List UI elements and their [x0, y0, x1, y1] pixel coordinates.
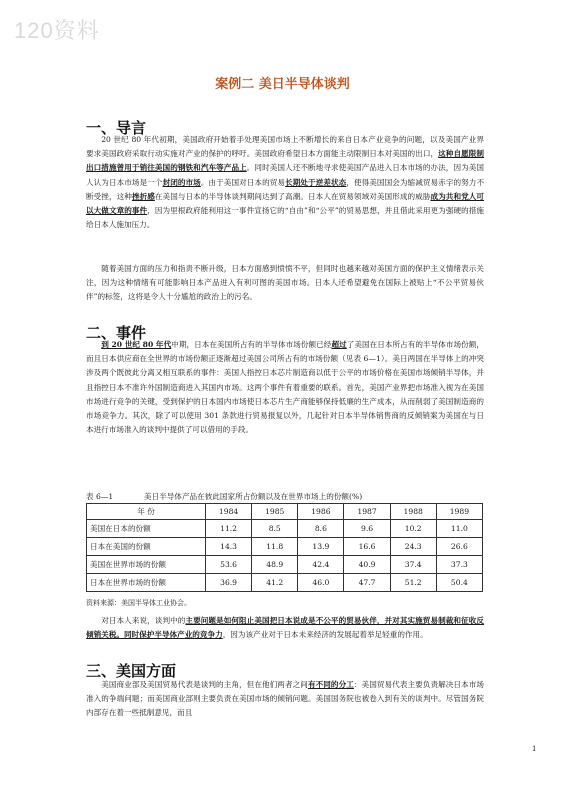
year-cell: 1986 — [298, 504, 344, 520]
table-cell: 40.9 — [344, 556, 390, 574]
row-label: 日本在美国的份额 — [87, 538, 206, 556]
table-cell: 26.6 — [436, 538, 482, 556]
year-label-cell: 年 份 — [87, 504, 206, 520]
row-label: 美国在世界市场的份额 — [87, 556, 206, 574]
event-paragraph: 到 20 世纪 80 年代中期，日本在美国所占有的半导体市场份额已经超过了美国在日本所占有的半导体市场份额，而且日本供应商在全世界的市场份额正逐渐超过美国公司所占有的市场份额（见表 6—1）。美日两国在半导体上的冲突涉及两个既彼此分离又相互联系的事件：美国人指控日本芯片制造商以低于公平的市场价格在美国市场倾销半导体，并且指控日本不准许外国制造商进入其国内市场。这两个事件有着重要的联系。首先，美国产业界把市场准入视为在美国市场进行竞争的关键，受到保护的日本国内市场使日本芯片生产商能够保持低廉的生产成本，从而削弱了美国制造商的市场竞争力。其次，除了可以使用 301 条款进行贸易报复以外，几起针对日本半导体销售商的反倾销案为美国在与日本进行市场准入的谈判中提供了可以借用的手段。 — [86, 340, 485, 435]
table-cell: 46.0 — [298, 574, 344, 592]
section-heading-event: 二、事件 — [86, 324, 147, 342]
year-cell: 1989 — [436, 504, 482, 520]
table-cell: 48.9 — [252, 556, 298, 574]
table-cell: 37.4 — [390, 556, 436, 574]
us-side-paragraph: 美国商业部及美国贸易代表是谈判的主角，但在他们两者之间有不同的分工：美国贸易代表主要负责解决日本市场准入的争端问题；而美国商业部则主要负责在美国市场的倾销问题。美国国务院也被卷入到有关的谈判中。尽管国务院内部存在着一些抵制意见，而且 — [86, 680, 485, 718]
row-label: 美国在日本的份额 — [87, 520, 206, 538]
year-cell: 1988 — [390, 504, 436, 520]
table-cell: 10.2 — [390, 520, 436, 538]
year-cell: 1984 — [206, 504, 252, 520]
table-cell: 14.3 — [206, 538, 252, 556]
table-cell: 41.2 — [252, 574, 298, 592]
intro-paragraph-2: 随着美国方面的压力和指责不断升级，日本方面感到愤愤不平，但同时也越来越对美国方面的保护主义情绪表示关注，因为这种情绪有可能影响日本产品进入有利可图的美国市场。日本人还希望避免在国际上被贴上“不公平贸易伙伴”的标签，这将是令人十分尴尬的政治上的污名。 — [86, 264, 484, 302]
table-cell: 37.3 — [436, 556, 482, 574]
table-cell: 42.4 — [298, 556, 344, 574]
table-cell: 13.9 — [298, 538, 344, 556]
page-number: 1 — [532, 745, 537, 753]
table-cell: 51.2 — [390, 574, 436, 592]
intro-paragraph-1: 20 世纪 80 年代初期，美国政府开始着手处理美国市场上不断增长的来自日本产业竞争的问题，以及美国产业界要求美国政府采取行动实施对产业的保护的呼吁。美国政府希望日本方面能主动限制日本对美国的出口，这种自愿限制出口措施曾用于销往美国的钢铁和汽车等产品上。同时美国人还不断地寻求使美国产品进入日本市场的办法，因为美国人认为日本市场是一个封闭的市场。由于美国对日本的贸易长期处于逆差状态，使得美国国会为缩减贸易赤字的努力不断受挫，这种挫折感在美国与日本的半导体谈判期间达到了高潮。日本人在贸易领域对美国形成的威胁成为共和党人可以大做文章的事件，因为里根政府能利用这一事件宣扬它的“自由”和“公平”的贸易思想，并且借此采用更为强硬的措施给日本人施加压力。 — [86, 135, 485, 230]
year-cell: 1987 — [344, 504, 390, 520]
table-caption: 表 6—1 美日半导体产品在彼此国家所占份额以及在世界市场上的份额(%) — [86, 492, 363, 501]
share-table — [86, 503, 483, 592]
table-header-row — [87, 504, 483, 520]
document-title: 案例二 美日半导体谈判 — [215, 77, 350, 92]
table-cell: 16.6 — [344, 538, 390, 556]
table-cell: 11.8 — [252, 538, 298, 556]
table-row — [87, 538, 483, 556]
section-heading-intro: 一、导言 — [86, 119, 147, 137]
japan-issue-paragraph: 对日本人来说，谈判中的主要问题是如何阻止美国把日本说成是不公平的贸易伙伴，并对其实施贸易制裁和征收反倾销关税。同时保护半导体产业的竞争力，因为该产业对于日本未来经济的发展起着举足轻重的作用。 — [86, 616, 484, 640]
table-cell: 8.5 — [252, 520, 298, 538]
table-source: 资料来源：美国半导体工业协会。 — [86, 599, 191, 607]
table-cell: 8.6 — [298, 520, 344, 538]
table-cell: 24.3 — [390, 538, 436, 556]
row-label: 日本在世界市场的份额 — [87, 574, 206, 592]
table-cell: 36.9 — [206, 574, 252, 592]
year-cell: 1985 — [252, 504, 298, 520]
table-cell: 11.2 — [206, 520, 252, 538]
table-row — [87, 556, 483, 574]
table-cell: 53.6 — [206, 556, 252, 574]
table-cell: 11.0 — [436, 520, 482, 538]
table-row — [87, 574, 483, 592]
table-cell: 9.6 — [344, 520, 390, 538]
table-cell: 50.4 — [436, 574, 482, 592]
table-cell: 47.7 — [344, 574, 390, 592]
section-heading-us-side: 三、美国方面 — [86, 662, 177, 680]
table-row — [87, 520, 483, 538]
watermark: 120资料 — [14, 18, 100, 43]
